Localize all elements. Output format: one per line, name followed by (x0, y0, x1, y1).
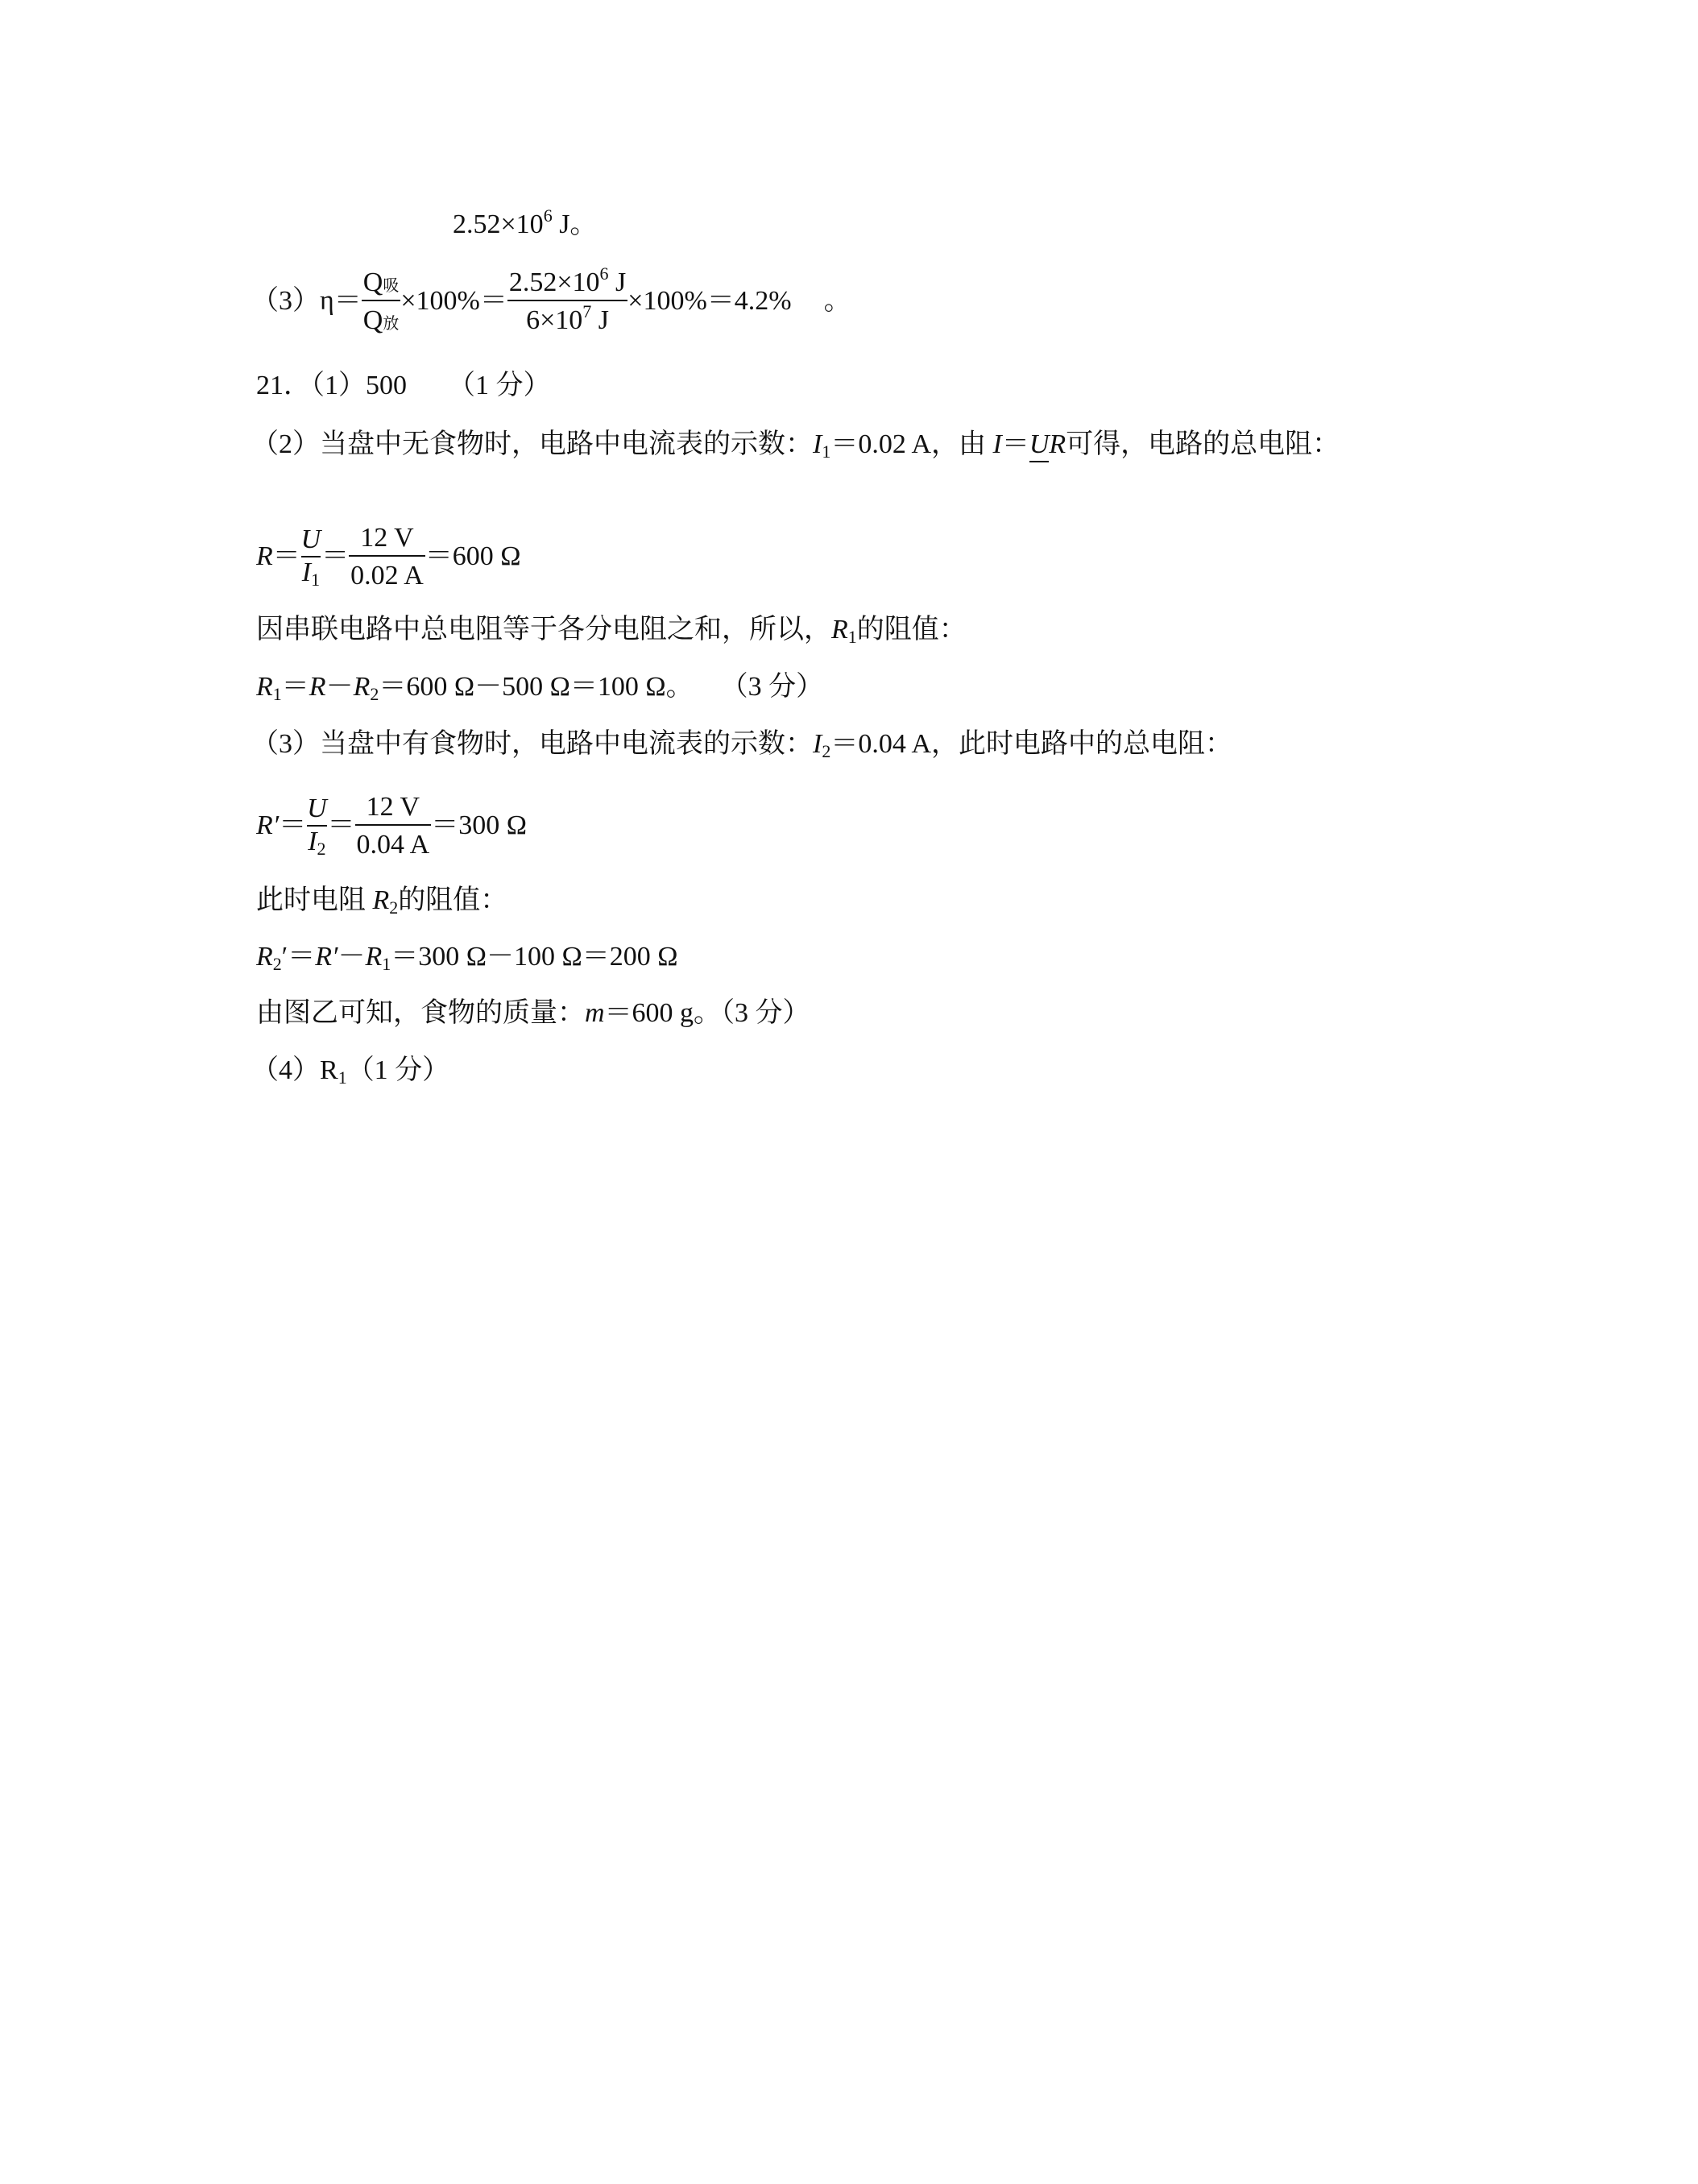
q21-part3-intro: （3）当盘中有食物时，电路中电流表的示数：$I_2=0.04$ A，此时电路中的总电阻： (251, 729, 1233, 761)
total-resistance-formula: $R=\frac{U}{I_1}$ ＝ $\frac{12 V}{0.02 A}$ ＝600 Ω (256, 523, 521, 591)
r1-calculation: $R_1=R-R_2=600$ Ω－500 Ω＝100 Ω。 （3 分） (256, 672, 824, 704)
energy-ratio-fraction: $\frac{2.52\times 10^6 J}{6\times 10^7 J}$ (508, 263, 627, 336)
r2-calculation: $R_2'=R'-R_1=300$ Ω－100 Ω＝200 Ω (256, 942, 678, 974)
new-total-resistance-formula: $R'=\frac{U}{I_2}$ ＝ $\frac{12 V}{0.04 A}$ ＝300 Ω (256, 792, 528, 860)
series-circuit-statement: 因串联电路中总电阻等于各分电阻之和，所以，$R_1$的阻值： (256, 615, 967, 647)
q21-part4: $(4)R_1(1$ 分） (251, 1055, 450, 1088)
r2-statement: 此时电阻 $R_2$的阻值： (256, 885, 508, 918)
food-mass-result: 由图乙可知，食物的质量：m＝600 g。（3 分） (256, 998, 810, 1028)
q-ratio-fraction: $\frac{\text{Q吸}}{\text{Q放}}$ (362, 267, 400, 336)
energy-result-line: $2.52\times 10^6$ J。 (453, 205, 598, 239)
efficiency-formula-line: （3）η＝ $\frac{\text{Q吸}}{\text{Q放}}$ ×100%＝ $\frac{2.52\times 10^6 J}{6\times 10^7 J}$ ×100%＝4.2% 。 (251, 263, 851, 336)
q21-part2-intro: （2）当盘中无食物时，电路中电流表的示数：$I_1=0.02$ A，由 I＝UR可得，电路的总电阻： (251, 429, 1340, 462)
q21-part1: 21．（1）500 （1 分） (256, 371, 551, 400)
ohm-law-fraction: UR (1029, 431, 1066, 458)
